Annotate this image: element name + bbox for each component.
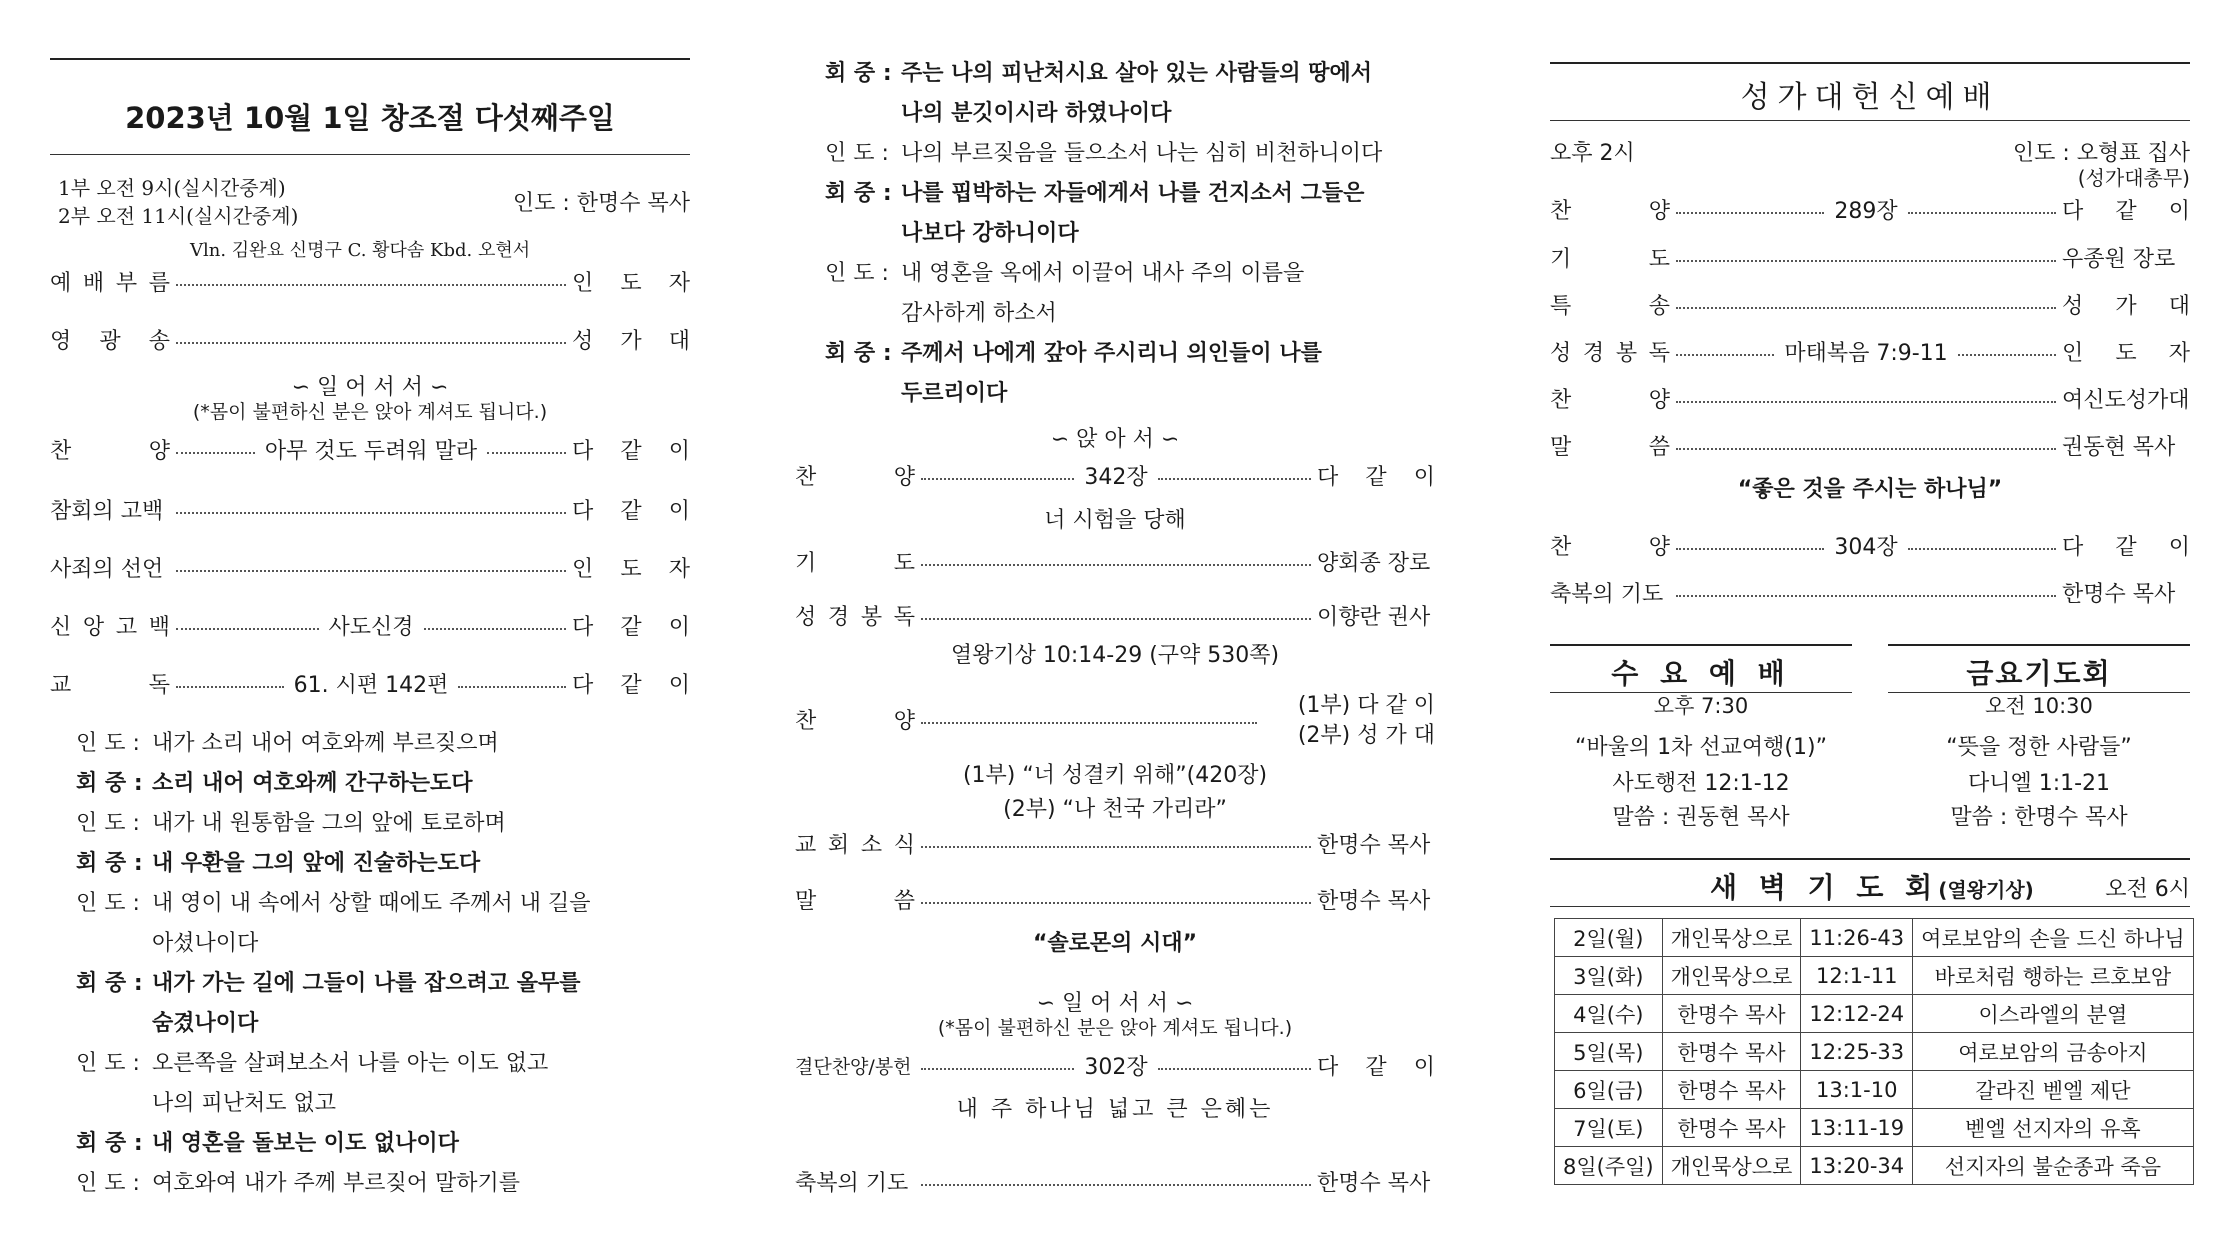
order-who: 성 가 대: [2062, 293, 2190, 319]
choir-title-rule: [1550, 120, 2190, 121]
wednesday-scripture: 사도행전 12:1-12: [1612, 771, 1790, 796]
order-who: 이향란 권사: [1317, 604, 1431, 630]
dawn-table-row: [1555, 919, 2194, 957]
wednesday-service-box: [1550, 644, 1852, 834]
order-item: [50, 608, 690, 642]
order-item: [50, 550, 690, 584]
order-who: 양회종 장로: [1317, 550, 1431, 576]
reading-line: 인 도 : 오른쪽을 살펴보소서 나를 아는 이도 없고: [76, 1051, 549, 1076]
standing-note: (*몸이 불편하신 분은 앉아 계셔도 됩니다.): [192, 401, 548, 423]
order-who: 한명수 목사: [1317, 832, 1431, 858]
order-label: 특 송: [1550, 293, 1670, 319]
reading-line: 회 중 : 내 우환을 그의 앞에 진술하는도다: [76, 851, 481, 876]
friday-topic: “뜻을 정한 사람들”: [1946, 735, 2132, 760]
friday-scripture: 다니엘 1:1-21: [1967, 771, 2111, 796]
order-label: 성 경 봉 독: [795, 604, 915, 630]
order-who: 성 가 대: [572, 328, 690, 354]
dawn-topic: 갈라진 벧엘 제단: [1913, 1071, 2193, 1109]
dawn-day: 3일(화): [1555, 957, 1663, 995]
order-item: [1550, 528, 2190, 562]
dawn-table-row: [1555, 995, 2194, 1033]
box-top-rule: [1888, 644, 2190, 646]
dawn-leader: 한명수 목사: [1662, 1071, 1801, 1109]
anthem-song-1: (1부) “너 성결키 위해”(420장): [962, 763, 1268, 788]
dawn-day: 5일(목): [1555, 1033, 1663, 1071]
musicians: Vln. 김완요 신명구 C. 황다솜 Kbd. 오현서: [190, 240, 531, 261]
order-item: [1550, 240, 2190, 274]
order-label: 찬 양: [50, 438, 170, 464]
order-who: 다 같 이: [572, 438, 690, 464]
dawn-leader: 개인묵상으로: [1662, 919, 1801, 957]
dawn-leader: 개인묵상으로: [1662, 1147, 1801, 1185]
dawn-title-rule: [1550, 906, 2190, 907]
wednesday-time: 오후 7:30: [1653, 694, 1749, 718]
order-who: 여신도성가대: [2062, 387, 2190, 413]
top-rule: [1550, 62, 2190, 64]
dawn-table-row: [1555, 1071, 2194, 1109]
order-who: 한명수 목사: [1317, 888, 1431, 914]
wednesday-speaker: 말씀 : 권동현 목사: [1612, 805, 1790, 830]
dawn-leader: 한명수 목사: [1662, 1109, 1801, 1147]
sitting-cue: ∽ 앉 아 서 ∽: [1050, 427, 1180, 452]
reading-continuation: 두르리이다: [901, 381, 1008, 406]
anthem-who-2: (2부) 성 가 대: [1297, 723, 1435, 748]
dawn-topic: 벧엘 선지자의 유혹: [1913, 1109, 2193, 1147]
reading-line: 인 도 : 내가 소리 내어 여호와께 부르짖으며: [76, 731, 499, 756]
bulletin-title: 2023년 10월 1일 창조절 다섯째주일: [125, 101, 615, 135]
closing-hymn-title: 내 주 하나님 넓고 큰 은혜는: [956, 1097, 1274, 1122]
order-label: 성 경 봉 독: [1550, 340, 1670, 366]
anthem-who-1: (1부) 다 같 이: [1297, 693, 1435, 718]
dawn-reference: 11:26-43: [1801, 919, 1913, 957]
order-item: [50, 432, 690, 466]
order-who: 한명수 목사: [2062, 581, 2176, 607]
reading-continuation: 나의 피난처도 없고: [152, 1091, 337, 1116]
order-who: 인 도 자: [572, 556, 690, 582]
order-label: 사죄의 선언: [50, 556, 164, 582]
order-middle: 289장: [1834, 198, 1898, 224]
order-item: [50, 666, 690, 700]
order-label: 예 배 부 름: [50, 270, 170, 296]
dawn-topic: 선지자의 불순종과 죽음: [1913, 1147, 2193, 1185]
order-label: 기 도: [1550, 246, 1670, 272]
dawn-title: 새 벽 기 도 회(열왕기상): [1710, 871, 2034, 904]
order-middle: 342장: [1084, 464, 1148, 490]
order-label: 신 앙 고 백: [50, 614, 170, 640]
standing-note: (*몸이 불편하신 분은 앉아 계셔도 됩니다.): [937, 1017, 1293, 1039]
choir-service-title: 성가대헌신예배: [1740, 80, 2000, 115]
dawn-reference: 13:1-10: [1801, 1071, 1913, 1109]
order-label: 찬 양: [795, 708, 915, 734]
reading-line: 인 도 : 여호와여 내가 주께 부르짖어 말하기를: [76, 1171, 521, 1196]
order-item: [1550, 192, 2190, 226]
order-label: 교 회 소 식: [795, 832, 915, 858]
reading-line: 인 도 : 내 영혼을 옥에서 이끌어 내사 주의 이름을: [825, 261, 1305, 286]
reading-continuation: 숨겼나이다: [152, 1011, 259, 1036]
order-middle: 302장: [1084, 1054, 1148, 1080]
order-item: [795, 1164, 1435, 1198]
order-item: [50, 322, 690, 356]
order-item: [1550, 575, 2190, 609]
reading-continuation: 나의 분깃이시라 하였나이다: [901, 101, 1172, 126]
friday-speaker: 말씀 : 한명수 목사: [1950, 805, 2128, 830]
order-middle: 아무 것도 두려워 말라: [264, 438, 478, 464]
order-who: 다 같 이: [572, 614, 690, 640]
dawn-topic: 이스라엘의 분열: [1913, 995, 2193, 1033]
dawn-day: 7일(토): [1555, 1109, 1663, 1147]
order-label: 말 씀: [1550, 434, 1670, 460]
dawn-leader: 개인묵상으로: [1662, 957, 1801, 995]
scripture-reference: 열왕기상 10:14-29 (구약 530쪽): [950, 643, 1280, 668]
dawn-reference: 12:25-33: [1801, 1033, 1913, 1071]
order-label: 찬 양: [1550, 198, 1670, 224]
reading-continuation: 나보다 강하니이다: [901, 221, 1079, 246]
order-item: [1550, 287, 2190, 321]
order-item: [795, 544, 1435, 578]
order-label: 결단찬양/봉헌: [795, 1055, 912, 1078]
order-item: [795, 598, 1435, 632]
order-item: [50, 264, 690, 298]
standing-cue: ∽ 일 어 서 서 ∽: [1036, 991, 1194, 1016]
dawn-prayer-table: [1554, 918, 2194, 1185]
order-who: 다 같 이: [2062, 198, 2190, 224]
dawn-subtitle: (열왕기상): [1938, 878, 2034, 902]
wednesday-title: 수 요 예 배: [1611, 657, 1791, 690]
reading-line: 회 중 : 주께서 나에게 갚아 주시리니 의인들이 나를: [825, 341, 1322, 366]
dawn-topic: 바로처럼 행하는 르호보암: [1913, 957, 2193, 995]
friday-prayer-box: [1888, 644, 2190, 834]
service-leader: 인도 : 한명수 목사: [512, 191, 690, 216]
dawn-topic: 여로보암의 금송아지: [1913, 1033, 2193, 1071]
order-item: [795, 826, 1435, 860]
order-label: 교 독: [50, 672, 170, 698]
order-who: 다 같 이: [1317, 1054, 1435, 1080]
top-rule: [50, 58, 690, 60]
dawn-topic: 여로보암의 손을 드신 하나님: [1913, 919, 2193, 957]
friday-time: 오전 10:30: [1985, 694, 2093, 718]
service-time-2: 2부 오전 11시(실시간중계): [58, 204, 299, 228]
order-label: 축복의 기도: [795, 1170, 909, 1196]
order-item: [1550, 428, 2190, 462]
dawn-day: 4일(수): [1555, 995, 1663, 1033]
service-time-1: 1부 오전 9시(실시간중계): [58, 176, 286, 200]
dawn-table-row: [1555, 957, 2194, 995]
order-middle: 61. 시편 142편: [293, 672, 449, 698]
reading-line: 회 중 : 나를 핍박하는 자들에게서 나를 건지소서 그들은: [825, 181, 1365, 206]
order-item: [795, 882, 1435, 916]
reading-line: 인 도 : 내가 내 원통함을 그의 앞에 토로하며: [76, 811, 506, 836]
order-middle: 사도신경: [328, 614, 414, 640]
box-top-rule: [1550, 644, 1852, 646]
order-who: 다 같 이: [2062, 534, 2190, 560]
order-item: [1550, 381, 2190, 415]
order-item: [795, 458, 1435, 492]
order-who: 인 도 자: [2062, 340, 2190, 366]
title-rule: [50, 154, 690, 155]
sermon-title: “솔로몬의 시대”: [1032, 931, 1198, 956]
standing-cue: ∽ 일 어 서 서 ∽: [291, 375, 449, 400]
reading-line: 회 중 : 내가 가는 길에 그들이 나를 잡으려고 올무를: [76, 971, 581, 996]
dawn-time: 오전 6시: [2105, 877, 2190, 902]
dawn-top-rule: [1550, 858, 2190, 860]
reading-continuation: 아셨나이다: [152, 931, 259, 956]
reading-line: 회 중 : 내 영혼을 돌보는 이도 없나이다: [76, 1131, 459, 1156]
reading-line: 회 중 : 소리 내어 여호와께 간구하는도다: [76, 771, 473, 796]
choir-service-time: 오후 2시: [1550, 141, 1635, 166]
choir-service-leader: 인도 : 오형표 집사: [2012, 141, 2190, 166]
order-label: 참회의 고백: [50, 498, 164, 524]
dawn-table-row: [1555, 1033, 2194, 1071]
dawn-leader: 한명수 목사: [1662, 1033, 1801, 1071]
hymn-title: 너 시험을 당해: [1044, 508, 1186, 533]
dawn-table-row: [1555, 1109, 2194, 1147]
reading-line: 인 도 : 나의 부르짖음을 들으소서 나는 심히 비천하니이다: [825, 141, 1383, 166]
order-who: 다 같 이: [572, 672, 690, 698]
order-label: 기 도: [795, 550, 915, 576]
order-who: 인 도 자: [572, 270, 690, 296]
order-item: [50, 492, 690, 526]
dawn-leader: 한명수 목사: [1662, 995, 1801, 1033]
order-label: 찬 양: [1550, 387, 1670, 413]
order-label: 찬 양: [1550, 534, 1670, 560]
order-item: [795, 1048, 1435, 1082]
friday-title: 금요기도회: [1966, 657, 2112, 690]
order-who: 우종원 장로: [2062, 246, 2176, 272]
order-middle: 304장: [1834, 534, 1898, 560]
order-label: 축복의 기도: [1550, 581, 1664, 607]
reading-continuation: 감사하게 하소서: [901, 301, 1057, 326]
choir-service-leader-role: (성가대총무): [2077, 166, 2190, 190]
reading-line: 인 도 : 내 영이 내 속에서 상할 때에도 주께서 내 길을: [76, 891, 591, 916]
dawn-day: 8일(주일): [1555, 1147, 1663, 1185]
order-who: 권동현 목사: [2062, 434, 2176, 460]
order-label: 말 씀: [795, 888, 915, 914]
wednesday-topic: “바울의 1차 선교여행(1)”: [1575, 735, 1827, 760]
order-who: 다 같 이: [572, 498, 690, 524]
choir-sermon-title: “좋은 것을 주시는 하나님”: [1737, 477, 2003, 502]
order-label: 찬 양: [795, 464, 915, 490]
anthem-song-2: (2부) “나 천국 가리라”: [1003, 797, 1227, 822]
dawn-reference: 12:1-11: [1801, 957, 1913, 995]
order-middle: 마태복음 7:9-11: [1784, 340, 1948, 366]
order-who: 한명수 목사: [1317, 1170, 1431, 1196]
order-item: [1550, 334, 2190, 368]
reading-line: 회 중 : 주는 나의 피난처시요 살아 있는 사람들의 땅에서: [825, 61, 1372, 86]
dawn-reference: 12:12-24: [1801, 995, 1913, 1033]
order-who: 다 같 이: [1317, 464, 1435, 490]
dawn-reference: 13:20-34: [1801, 1147, 1913, 1185]
dawn-reference: 13:11-19: [1801, 1109, 1913, 1147]
order-label: 영 광 송: [50, 328, 170, 354]
dawn-day: 2일(월): [1555, 919, 1663, 957]
dawn-table-row: [1555, 1147, 2194, 1185]
dawn-day: 6일(금): [1555, 1071, 1663, 1109]
